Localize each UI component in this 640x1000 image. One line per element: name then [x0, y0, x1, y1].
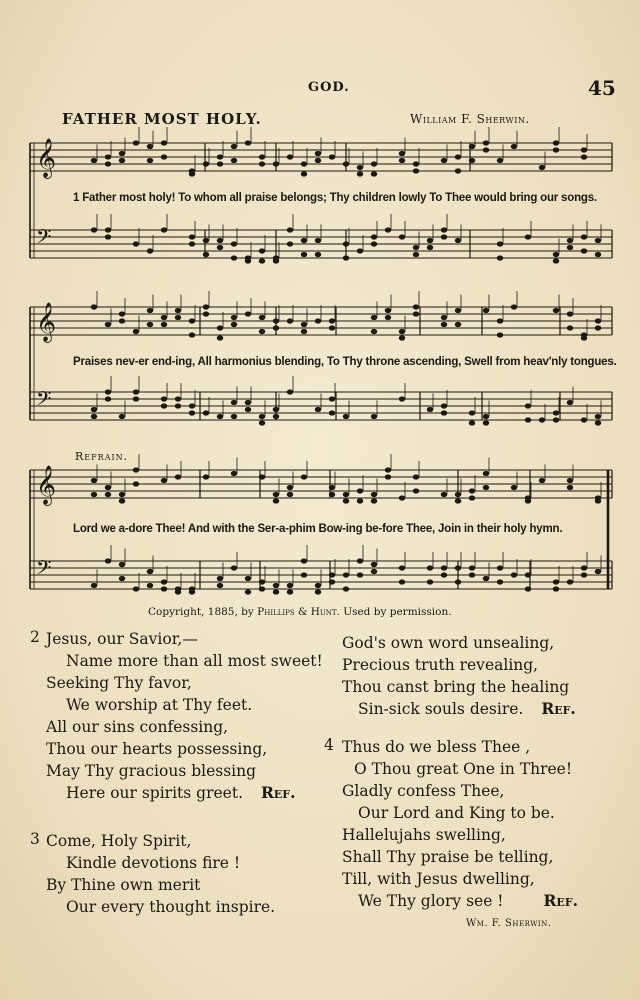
- author-signature: Wm. F. Sherwin.: [466, 918, 552, 929]
- verse-line: Thou canst bring the healing: [342, 678, 570, 696]
- copyright-notice: [148, 606, 452, 618]
- svg-text:𝄞: 𝄞: [36, 465, 57, 505]
- verse-line: Thou our hearts possessing,: [46, 740, 268, 758]
- refrain-label: Refrain.: [75, 450, 129, 463]
- verse-line: Our every thought inspire.: [66, 898, 276, 916]
- copyright-prefix: Copyright, 1885, by: [148, 606, 254, 618]
- composer-credit: William F. Sherwin.: [410, 112, 530, 126]
- svg-text:𝄢: 𝄢: [36, 225, 52, 253]
- verse-line: O Thou great One in Three!: [354, 760, 573, 778]
- verse-line: Here our spirits greet.: [66, 784, 243, 802]
- verse-line: All our sins confessing,: [46, 718, 229, 736]
- verse-2-number: 2: [30, 628, 40, 646]
- running-head: GOD.: [308, 80, 350, 95]
- page-number: 45: [588, 76, 616, 100]
- lyric-line-2: Praises nev-er end-ing, All harmonius blending, To Thy throne ascending, Swell from heav'nly tongues.: [73, 356, 617, 368]
- verse-4: [342, 736, 578, 912]
- svg-text:𝄞: 𝄞: [36, 302, 57, 342]
- verse-line: Kindle devotions fire !: [66, 854, 241, 872]
- verse-line: Gladly confess Thee,: [342, 782, 505, 800]
- refrain-marker: Ref.: [543, 891, 579, 910]
- hymn-title: FATHER MOST HOLY.: [62, 110, 262, 128]
- copyright-holder: Phillips & Hunt.: [257, 606, 340, 618]
- verse-line: We worship at Thy feet.: [66, 696, 253, 714]
- verse-3: [46, 830, 275, 918]
- verse-line: Hallelujahs swelling,: [342, 826, 506, 844]
- verse-3-number: 3: [30, 830, 40, 848]
- verse-line: Thus do we bless Thee ,: [342, 738, 531, 756]
- verse-line: Jesus, our Savior,—: [46, 630, 198, 648]
- svg-text:𝄢: 𝄢: [36, 387, 52, 415]
- verse-line: Seeking Thy favor,: [46, 674, 192, 692]
- verse-line: We Thy glory see !: [358, 892, 504, 910]
- svg-text:𝄞: 𝄞: [36, 138, 57, 178]
- verse-4-number: 4: [324, 736, 334, 754]
- verse-line: Our Lord and King to be.: [358, 804, 555, 822]
- verse-line: God's own word unsealing,: [342, 634, 555, 652]
- verse-line: Precious truth revealing,: [342, 656, 539, 674]
- copyright-suffix: Used by permission.: [343, 606, 452, 618]
- verse-line: Sin-sick souls desire.: [358, 700, 524, 718]
- verse-3-continued: [342, 632, 576, 720]
- verse-line: Shall Thy praise be telling,: [342, 848, 554, 866]
- refrain-marker: Ref.: [261, 783, 296, 802]
- lyric-line-3: Lord we a-dore Thee! And with the Ser-a-phim Bow-ing be-fore Thee, Join in their holy hymn.: [73, 523, 563, 535]
- refrain-marker: Ref.: [541, 699, 576, 718]
- verse-line: By Thine own merit: [46, 876, 201, 894]
- verse-line: Name more than all most sweet!: [66, 652, 323, 670]
- verse-line: Till, with Jesus dwelling,: [342, 870, 535, 888]
- verse-line: Come, Holy Spirit,: [46, 832, 192, 850]
- svg-text:𝄢: 𝄢: [36, 556, 52, 584]
- verse-line: May Thy gracious blessing: [46, 762, 257, 780]
- lyric-line-1: 1 Father most holy! To whom all praise belongs; Thy children lowly To Thee would bring our songs.: [73, 192, 597, 204]
- verse-2: [46, 628, 323, 804]
